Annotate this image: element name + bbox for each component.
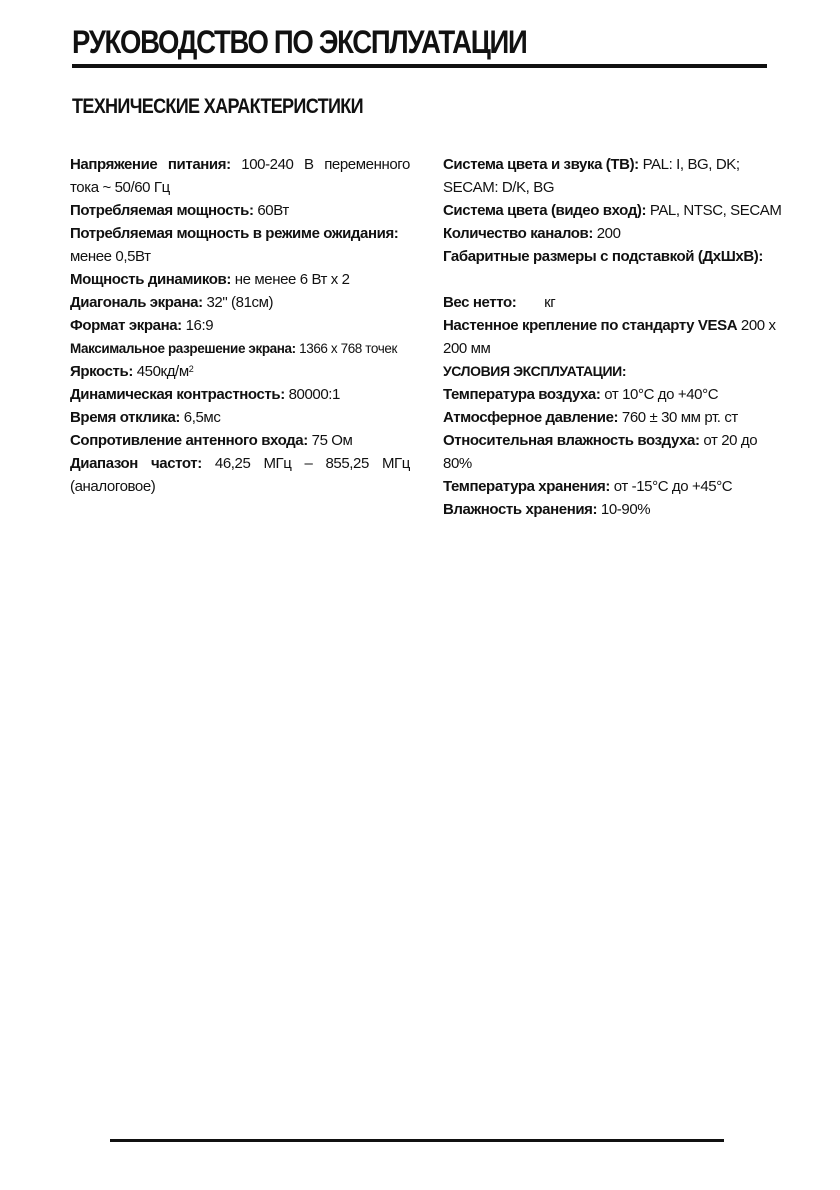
spec-value: менее 0,5Вт bbox=[70, 248, 151, 265]
spec-key: Система цвета и звука (ТВ): bbox=[443, 156, 639, 173]
spec-key: Атмосферное давление: bbox=[443, 409, 619, 426]
spec-key: Диагональ экрана: bbox=[70, 294, 203, 311]
spec-key: Относительная влажность воздуха: bbox=[443, 432, 700, 449]
spec-key: Потребляемая мощность: bbox=[70, 202, 254, 219]
spec-antenna-impedance bbox=[70, 429, 410, 452]
spec-tv-color-system bbox=[443, 153, 788, 199]
conditions-heading: УСЛОВИЯ ЭКСПЛУАТАЦИИ: bbox=[443, 363, 627, 379]
left-spec-column bbox=[70, 153, 410, 498]
spec-key: Настенное крепление по стандарту VESA bbox=[443, 317, 738, 334]
spec-value: PAL: I, BG, DK; SECAM: D/K, BG bbox=[443, 156, 740, 196]
spec-brightness bbox=[70, 360, 410, 383]
spec-value: не менее 6 Вт x 2 bbox=[234, 271, 350, 288]
spec-key: Система цвета (видео вход): bbox=[443, 202, 647, 219]
spec-response-time bbox=[70, 406, 410, 429]
spec-key: Количество каналов: bbox=[443, 225, 593, 242]
spec-key: Максимальное разрешение экрана: bbox=[70, 341, 296, 356]
spec-value: 6,5мс bbox=[183, 409, 221, 426]
spec-key: Диапазон частот: bbox=[70, 455, 202, 472]
condition-storage-humidity bbox=[443, 498, 788, 521]
spec-value: 760 ± 30 мм рт. ст bbox=[621, 409, 738, 426]
spec-key: Габаритные размеры с подставкой (ДхШхВ): bbox=[443, 248, 763, 265]
superscript: 2 bbox=[188, 364, 194, 374]
condition-air-temperature bbox=[443, 383, 788, 406]
spec-power-consumption bbox=[70, 199, 410, 222]
spec-max-resolution bbox=[70, 337, 410, 360]
spec-dimensions bbox=[443, 245, 788, 268]
spec-key: Температура хранения: bbox=[443, 478, 610, 495]
spec-value: кг bbox=[544, 294, 556, 311]
spec-value: от 20 до 80% bbox=[443, 432, 758, 472]
spec-power-supply bbox=[70, 153, 410, 199]
spec-standby-power bbox=[70, 222, 410, 268]
blank-line bbox=[443, 268, 788, 291]
spec-value: 60Вт bbox=[257, 202, 289, 219]
spec-net-weight bbox=[443, 291, 788, 314]
spec-value: PAL, NTSC, SECAM bbox=[649, 202, 782, 219]
spec-key: Формат экрана: bbox=[70, 317, 182, 334]
spec-key: Вес нетто: bbox=[443, 294, 517, 311]
spec-key: Динамическая контрастность: bbox=[70, 386, 285, 403]
spec-value: 80000:1 bbox=[288, 386, 340, 403]
spec-value: 1366 x 768 точек bbox=[299, 341, 397, 356]
spec-vesa-mount bbox=[443, 314, 788, 360]
spec-frequency-range bbox=[70, 452, 410, 498]
spec-key: Мощность динамиков: bbox=[70, 271, 231, 288]
spec-key: Сопротивление антенного входа: bbox=[70, 432, 308, 449]
spec-video-color-system bbox=[443, 199, 788, 222]
spec-key: Потребляемая мощность в режиме ожидания: bbox=[70, 225, 399, 242]
spec-key: Яркость: bbox=[70, 363, 133, 380]
spec-value: 200 bbox=[596, 225, 621, 242]
spec-key: Температура воздуха: bbox=[443, 386, 601, 403]
condition-pressure bbox=[443, 406, 788, 429]
spec-screen-diagonal bbox=[70, 291, 410, 314]
spec-key: Влажность хранения: bbox=[443, 501, 598, 518]
spec-contrast bbox=[70, 383, 410, 406]
spec-value: от -15°C до +45°C bbox=[613, 478, 733, 495]
spec-value: 100-240 В переменного тока ~ 50/60 Гц bbox=[70, 156, 410, 196]
spec-value: 75 Ом bbox=[311, 432, 353, 449]
spec-value: от 10°C до +40°C bbox=[604, 386, 719, 403]
condition-storage-temperature bbox=[443, 475, 788, 498]
title-divider bbox=[72, 64, 767, 68]
page-title: РУКОВОДСТВО ПО ЭКСПЛУАТАЦИИ bbox=[72, 24, 527, 60]
footer-divider bbox=[110, 1139, 724, 1142]
spec-screen-format bbox=[70, 314, 410, 337]
spec-value: 10-90% bbox=[600, 501, 651, 518]
section-heading: ТЕХНИЧЕСКИЕ ХАРАКТЕРИСТИКИ bbox=[72, 95, 363, 118]
spec-channel-count bbox=[443, 222, 788, 245]
spec-value: 450кд/м bbox=[136, 363, 189, 380]
spec-value: 16:9 bbox=[185, 317, 214, 334]
spec-key: Время отклика: bbox=[70, 409, 180, 426]
spec-key: Напряжение питания: bbox=[70, 156, 231, 173]
right-spec-column bbox=[443, 153, 788, 521]
spec-value: 32" (81см) bbox=[206, 294, 274, 311]
spec-speaker-power bbox=[70, 268, 410, 291]
condition-humidity bbox=[443, 429, 788, 475]
spec-value: 200 х 200 мм bbox=[443, 317, 776, 357]
spec-value: 46,25 МГц – 855,25 МГц (аналоговое) bbox=[70, 455, 410, 495]
